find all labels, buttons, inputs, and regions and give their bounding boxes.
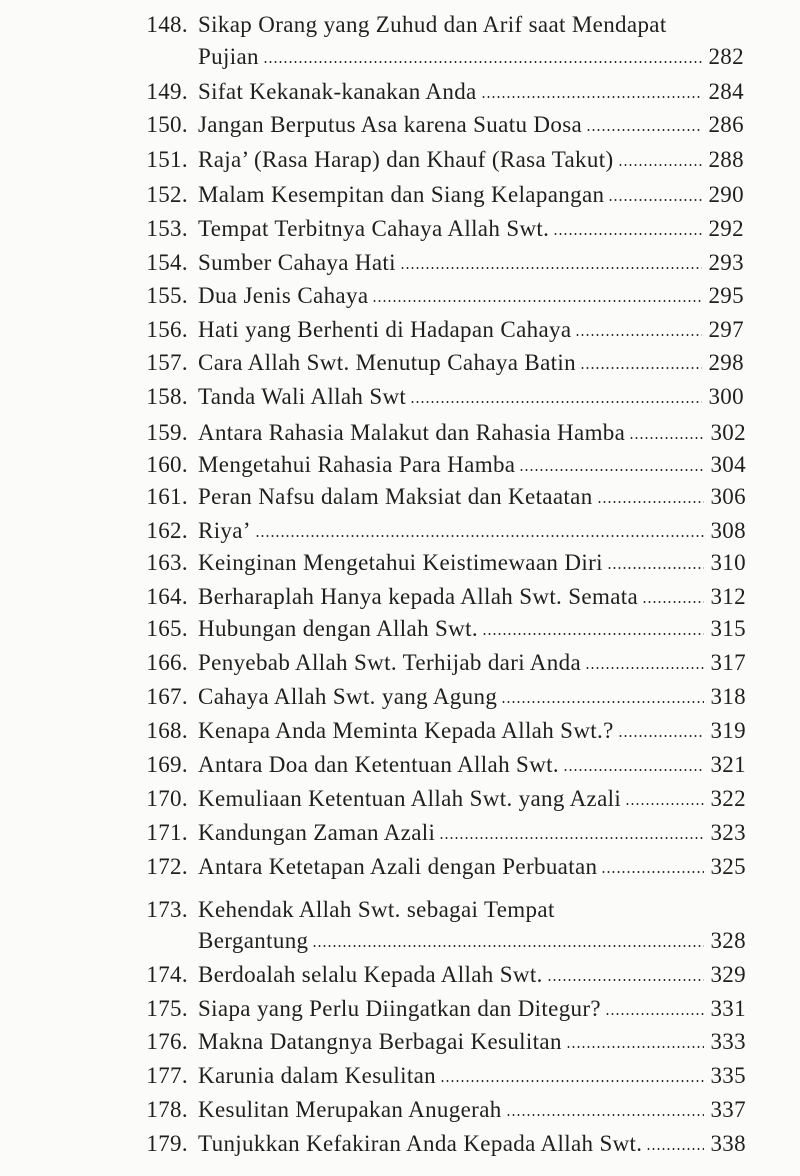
dot-leader bbox=[501, 699, 704, 705]
entry-title: Raja’ (Rasa Harap) dan Khauf (Rasa Takut) bbox=[198, 147, 614, 172]
entry-number: 150. bbox=[146, 112, 188, 137]
dot-leader bbox=[481, 94, 703, 100]
entry-title: Antara Rahasia Malakut dan Rahasia Hamba bbox=[198, 420, 626, 445]
entry-title: Antara Ketetapan Azali dengan Perbuatan bbox=[198, 854, 598, 879]
entry-title: Makna Datangnya Berbagai Kesulitan bbox=[198, 1029, 562, 1054]
dot-leader bbox=[608, 197, 702, 203]
entry-page-number: 335 bbox=[710, 1063, 746, 1088]
entry-number: 179. bbox=[146, 1131, 188, 1156]
dot-leader bbox=[601, 869, 704, 875]
entry-page-number: 304 bbox=[710, 452, 746, 477]
entry-title: Kesulitan Merupakan Anugerah bbox=[198, 1097, 502, 1122]
dot-leader bbox=[482, 631, 704, 637]
entry-number: 173. bbox=[146, 897, 188, 922]
dot-leader bbox=[605, 1011, 704, 1017]
entry-page-number: 315 bbox=[710, 616, 746, 641]
entry-page-number: 312 bbox=[710, 584, 746, 609]
entry-title: Penyebab Allah Swt. Terhijab dari Anda bbox=[198, 650, 582, 675]
entry-title-line bbox=[198, 1129, 746, 1159]
entry-number: 177. bbox=[146, 1063, 188, 1088]
entry-title-line bbox=[198, 248, 744, 278]
dot-leader bbox=[263, 59, 703, 65]
entry-title-line bbox=[198, 895, 555, 925]
entry-title-line bbox=[198, 482, 746, 512]
entry-title: Bergantung bbox=[198, 928, 309, 953]
entry-title: Hati yang Berhenti di Hadapan Cahaya bbox=[198, 317, 572, 342]
entry-title-line bbox=[198, 784, 746, 814]
entry-number: 154. bbox=[146, 250, 188, 275]
dot-leader bbox=[580, 365, 702, 371]
entry-page-number: 288 bbox=[708, 147, 744, 172]
dot-leader bbox=[575, 332, 702, 338]
entry-page-number: 292 bbox=[708, 216, 744, 241]
entry-page-number: 286 bbox=[708, 112, 744, 137]
entry-title: Cahaya Allah Swt. yang Agung bbox=[198, 684, 498, 709]
entry-number: 155. bbox=[146, 283, 188, 308]
entry-page-number: 325 bbox=[710, 854, 746, 879]
entry-page-number: 282 bbox=[708, 44, 744, 69]
entry-page-number: 308 bbox=[710, 518, 746, 543]
entry-title: Siapa yang Perlu Diingatkan dan Ditegur? bbox=[198, 996, 601, 1021]
entry-title-line bbox=[198, 548, 746, 578]
entry-page-number: 319 bbox=[710, 718, 746, 743]
entry-number: 168. bbox=[146, 718, 188, 743]
entry-title-line bbox=[198, 852, 746, 882]
entry-title: Sumber Cahaya Hati bbox=[198, 250, 396, 275]
entry-page-number: 295 bbox=[708, 283, 744, 308]
entry-page-number: 331 bbox=[710, 996, 746, 1021]
entry-number: 165. bbox=[146, 616, 188, 641]
entry-title-line bbox=[198, 281, 744, 311]
dot-leader bbox=[618, 162, 703, 168]
entry-title-line bbox=[198, 1095, 746, 1125]
entry-title-line bbox=[198, 382, 744, 412]
entry-page-number: 300 bbox=[708, 384, 744, 409]
entry-page-number: 329 bbox=[710, 962, 746, 987]
entry-number: 176. bbox=[146, 1029, 188, 1054]
entry-title-line bbox=[198, 750, 746, 780]
entry-number: 148. bbox=[146, 12, 188, 37]
entry-title: Antara Doa dan Ketentuan Allah Swt. bbox=[198, 752, 559, 777]
entry-title-line bbox=[198, 818, 746, 848]
entry-number: 149. bbox=[146, 79, 188, 104]
dot-leader bbox=[410, 399, 702, 405]
entry-title: Berdoalah selalu Kepada Allah Swt. bbox=[198, 962, 543, 987]
entry-page-number: 297 bbox=[708, 317, 744, 342]
entry-title-line bbox=[198, 960, 746, 990]
entry-page-number: 328 bbox=[710, 928, 746, 953]
entry-title-line bbox=[198, 994, 746, 1024]
entry-title-line bbox=[198, 10, 667, 40]
entry-title-line bbox=[198, 180, 744, 210]
dot-leader bbox=[506, 1112, 705, 1118]
dot-leader bbox=[585, 665, 704, 671]
entry-number: 151. bbox=[146, 147, 188, 172]
dot-leader bbox=[547, 977, 705, 983]
dot-leader bbox=[255, 533, 705, 539]
entry-title-line bbox=[198, 926, 746, 956]
entry-number: 169. bbox=[146, 752, 188, 777]
entry-number: 156. bbox=[146, 317, 188, 342]
entry-title: Kehendak Allah Swt. sebagai Tempat bbox=[198, 897, 555, 922]
dot-leader bbox=[440, 1078, 704, 1084]
entry-title: Kemuliaan Ketentuan Allah Swt. yang Azali bbox=[198, 786, 622, 811]
entry-page-number: 338 bbox=[710, 1131, 746, 1156]
entry-title-line bbox=[198, 1027, 746, 1057]
dot-leader bbox=[566, 1044, 705, 1050]
entry-title-line bbox=[198, 582, 746, 612]
entry-title: Riya’ bbox=[198, 518, 251, 543]
entry-number: 178. bbox=[146, 1097, 188, 1122]
entry-page-number: 323 bbox=[710, 820, 746, 845]
dot-leader bbox=[646, 1146, 704, 1152]
entry-page-number: 293 bbox=[708, 250, 744, 275]
entry-title: Mengetahui Rahasia Para Hamba bbox=[198, 452, 516, 477]
entry-page-number: 321 bbox=[710, 752, 746, 777]
entry-number: 172. bbox=[146, 854, 188, 879]
entry-number: 170. bbox=[146, 786, 188, 811]
entry-title: Karunia dalam Kesulitan bbox=[198, 1063, 436, 1088]
dot-leader bbox=[607, 565, 705, 571]
entry-page-number: 284 bbox=[708, 79, 744, 104]
entry-title: Malam Kesempitan dan Siang Kelapangan bbox=[198, 182, 605, 207]
entry-title: Berharaplah Hanya kepada Allah Swt. Semata bbox=[198, 584, 639, 609]
entry-title-line bbox=[198, 315, 744, 345]
entry-title-line bbox=[198, 716, 746, 746]
entry-title: Jangan Berputus Asa karena Suatu Dosa bbox=[198, 112, 583, 137]
entry-title: Kenapa Anda Meminta Kepada Allah Swt.? bbox=[198, 718, 614, 743]
entry-page-number: 337 bbox=[710, 1097, 746, 1122]
dot-leader bbox=[597, 499, 705, 505]
entry-page-number: 290 bbox=[708, 182, 744, 207]
entry-title-line bbox=[198, 682, 746, 712]
dot-leader bbox=[400, 265, 703, 271]
dot-leader bbox=[312, 943, 704, 949]
entry-number: 153. bbox=[146, 216, 188, 241]
entry-title-line bbox=[198, 1061, 746, 1091]
entry-page-number: 298 bbox=[708, 350, 744, 375]
entry-page-number: 333 bbox=[710, 1029, 746, 1054]
entry-title-line bbox=[198, 214, 744, 244]
entry-title: Cara Allah Swt. Menutup Cahaya Batin bbox=[198, 350, 576, 375]
entry-number: 167. bbox=[146, 684, 188, 709]
entry-number: 164. bbox=[146, 584, 188, 609]
entry-number: 166. bbox=[146, 650, 188, 675]
entry-page-number: 306 bbox=[710, 484, 746, 509]
dot-leader bbox=[618, 733, 705, 739]
entry-number: 174. bbox=[146, 962, 188, 987]
dot-leader bbox=[586, 127, 702, 133]
entry-number: 161. bbox=[146, 484, 188, 509]
entry-title-line bbox=[198, 145, 744, 175]
entry-title-line bbox=[198, 418, 746, 448]
dot-leader bbox=[439, 835, 704, 841]
entry-number: 159. bbox=[146, 420, 188, 445]
entry-title: Tempat Terbitnya Cahaya Allah Swt. bbox=[198, 216, 550, 241]
entry-title-line bbox=[198, 614, 746, 644]
entry-page-number: 317 bbox=[710, 650, 746, 675]
entry-page-number: 318 bbox=[710, 684, 746, 709]
entry-number: 163. bbox=[146, 550, 188, 575]
dot-leader bbox=[642, 599, 704, 605]
entry-title-line bbox=[198, 516, 746, 546]
dot-leader bbox=[372, 298, 702, 304]
entry-number: 171. bbox=[146, 820, 188, 845]
dot-leader bbox=[563, 767, 704, 773]
entry-title: Sifat Kekanak-kanakan Anda bbox=[198, 79, 477, 104]
entry-title-line bbox=[198, 42, 744, 72]
entry-number: 162. bbox=[146, 518, 188, 543]
entry-title: Keinginan Mengetahui Keistimewaan Diri bbox=[198, 550, 603, 575]
entry-title: Pujian bbox=[198, 44, 259, 69]
entry-title: Kandungan Zaman Azali bbox=[198, 820, 436, 845]
entry-title: Hubungan dengan Allah Swt. bbox=[198, 616, 478, 641]
entry-title-line bbox=[198, 450, 746, 480]
entry-title-line bbox=[198, 77, 744, 107]
entry-title: Tunjukkan Kefakiran Anda Kepada Allah Swt. bbox=[198, 1131, 643, 1156]
dot-leader bbox=[625, 801, 704, 807]
dot-leader bbox=[553, 231, 702, 237]
dot-leader bbox=[629, 435, 704, 441]
dot-leader bbox=[519, 467, 704, 473]
entry-title: Dua Jenis Cahaya bbox=[198, 283, 369, 308]
entry-page-number: 310 bbox=[710, 550, 746, 575]
entry-title: Sikap Orang yang Zuhud dan Arif saat Mendapat bbox=[198, 12, 667, 37]
entry-title: Tanda Wali Allah Swt bbox=[198, 384, 407, 409]
entry-title-line bbox=[198, 110, 744, 140]
entry-number: 160. bbox=[146, 452, 188, 477]
entry-title: Peran Nafsu dalam Maksiat dan Ketaatan bbox=[198, 484, 593, 509]
entry-title-line bbox=[198, 348, 744, 378]
entry-number: 157. bbox=[146, 350, 188, 375]
entry-page-number: 322 bbox=[710, 786, 746, 811]
entry-title-line bbox=[198, 648, 746, 678]
entry-number: 158. bbox=[146, 384, 188, 409]
entry-number: 175. bbox=[146, 996, 188, 1021]
entry-number: 152. bbox=[146, 182, 188, 207]
entry-page-number: 302 bbox=[710, 420, 746, 445]
